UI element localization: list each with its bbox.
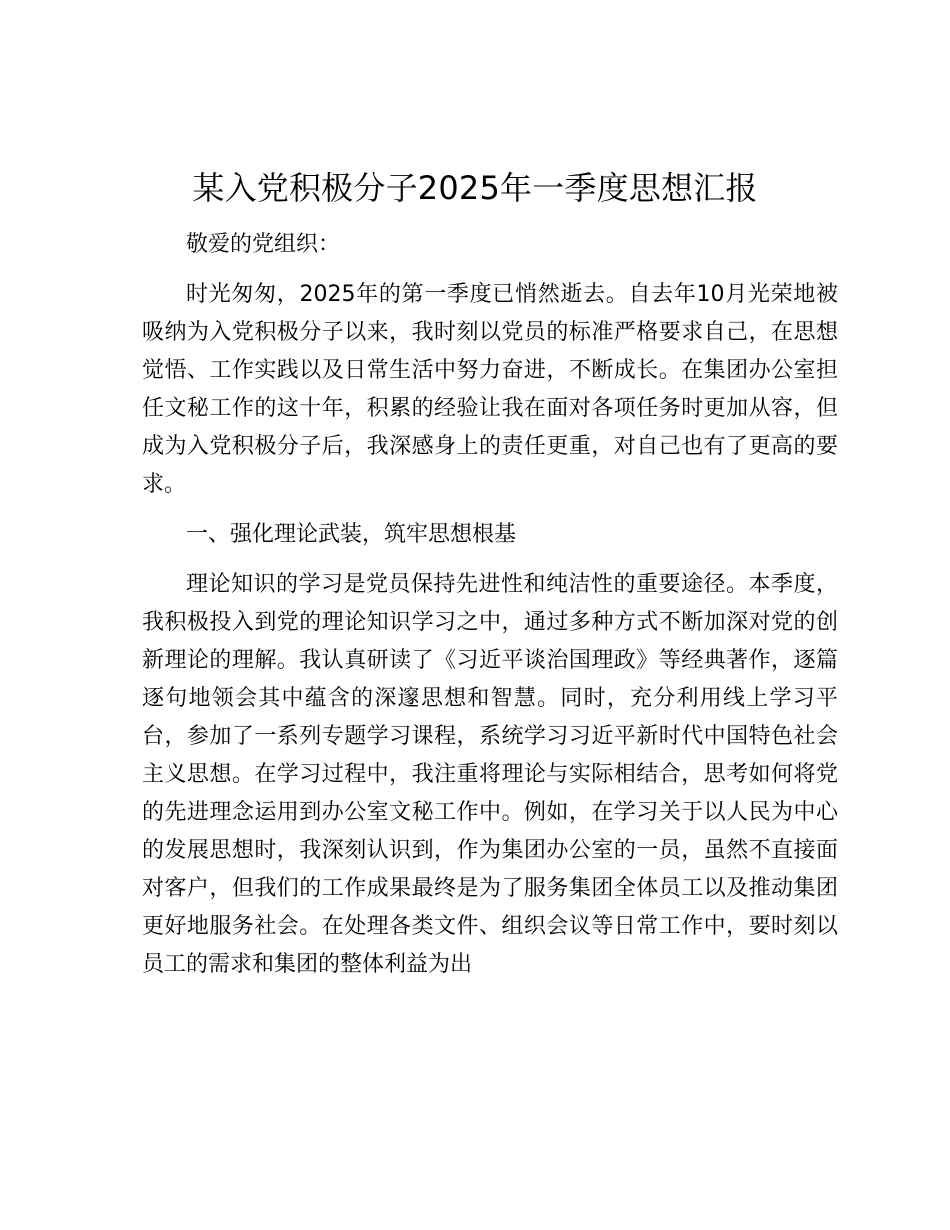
section-heading-1: 一、强化理论武装，筑牢思想根基: [186, 522, 517, 547]
salutation: 敬爱的党组织：: [186, 232, 341, 257]
paragraph-theory-study: 理论知识的学习是党员保持先进性和纯洁性的重要途径。本季度，我积极投入到党的理论知识学习之中，通过多种方式不断加深对党的创新理论的理解。我认真研读了《习近平谈治国理政》等经典著作，逐篇逐句地领会其中蕴含的深邃思想和智慧。同时，充分利用线上学习平台，参加了一系列专题学习课程，系统学习习近平新时代中国特色社会主义思想。在学习过程中，我注重将理论与实际相结合，思考如何将党的先进理念运用到办公室文秘工作中。例如，在学习关于以人民为中心的发展思想时，我深刻认识到，作为集团办公室的一员，虽然不直接面对客户，但我们的工作成果最终是为了服务集团全体员工以及推动集团更好地服务社会。在处理各类文件、组织会议等日常工作中，要时刻以员工的需求和集团的整体利益为出: [142, 572, 838, 977]
paragraph-intro: 时光匆匆，2025年的第一季度已悄然逝去。自去年10月光荣地被吸纳为入党积极分子以来，我时刻以党员的标准严格要求自己，在思想觉悟、工作实践以及日常生活中努力奋进，不断成长。在集团办公室担任文秘工作的这十年，积累的经验让我在面对各项任务时更加从容，但成为入党积极分子后，我深感身上的责任更重，对自己也有了更高的要求。: [142, 282, 838, 497]
document-body: [142, 226, 838, 984]
document-title: 某入党积极分子2025年一季度思想汇报: [192, 169, 758, 207]
